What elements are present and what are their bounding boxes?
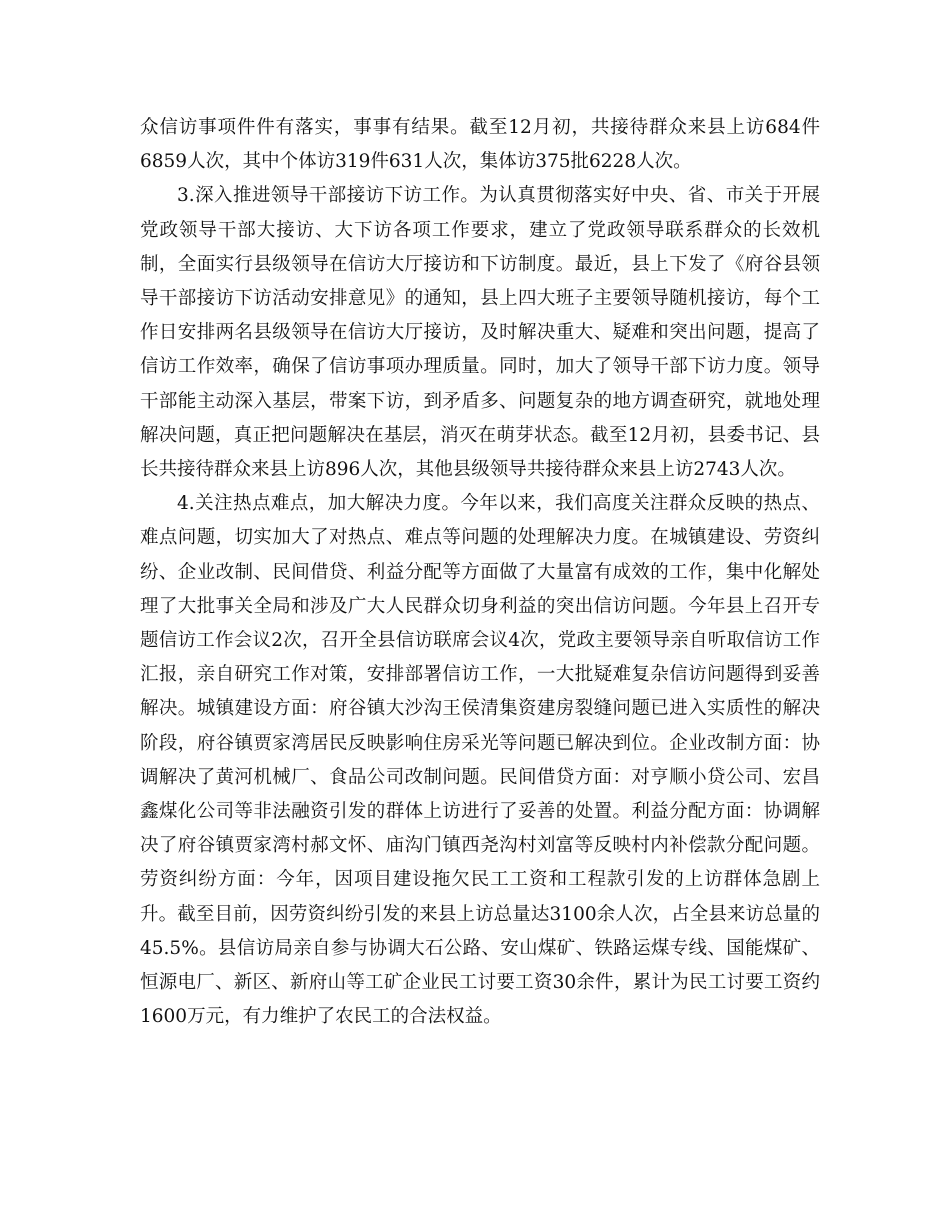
paragraph-continuation: 众信访事项件件有落实，事事有结果。截至12月初，共接待群众来县上访684件6859人次，其中个体访319件631人次，集体访375批6228人次。	[140, 117, 820, 173]
document-body	[140, 111, 820, 1034]
paragraph-item-4: 4.关注热点难点，加大解决力度。今年以来，我们高度关注群众反映的热点、难点问题，切实加大了对热点、难点等问题的处理解决力度。在城镇建设、劳资纠纷、企业改制、民间借贷、利益分配等方面做了大量富有成效的工作，集中化解处理了大批事关全局和涉及广大人民群众切身利益的突出信访问题。今年县上召开专题信访工作会议2次，召开全县信访联席会议4次，党政主要领导亲自听取信访工作汇报，亲自研究工作对策，安排部署信访工作，一大批疑难复杂信访问题得到妥善解决。城镇建设方面：府谷镇大沙沟王侯清集资建房裂缝问题已进入实质性的解决阶段，府谷镇贾家湾居民反映影响住房采光等问题已解决到位。企业改制方面：协调解决了黄河机械厂、食品公司改制问题。民间借贷方面：对亨顺小贷公司、宏昌鑫煤化公司等非法融资引发的群体上访进行了妥善的处置。利益分配方面：协调解决了府谷镇贾家湾村郝文怀、庙沟门镇西尧沟村刘富等反映村内补偿款分配问题。劳资纠纷方面：今年，因项目建设拖欠民工工资和工程款引发的上访群体急剧上升。截至目前，因劳资纠纷引发的来县上访总量达3100余人次，占全县来访总量的45.5%。县信访局亲自参与协调大石公路、安山煤矿、铁路运煤专线、国能煤矿、恒源电厂、新区、新府山等工矿企业民工讨要工资30余件，累计为民工讨要工资约1600万元，有力维护了农民工的合法权益。	[140, 493, 820, 1028]
paragraph-item-3: 3.深入推进领导干部接访下访工作。为认真贯彻落实好中央、省、市关于开展党政领导干部大接访、大下访各项工作要求，建立了党政领导联系群众的长效机制，全面实行县级领导在信访大厅接访和下访制度。最近，县上下发了《府谷县领导干部接访下访活动安排意见》的通知，县上四大班子主要领导随机接访，每个工作日安排两名县级领导在信访大厅接访，及时解决重大、疑难和突出问题，提高了信访工作效率，确保了信访事项办理质量。同时，加大了领导干部下访力度。领导干部能主动深入基层，带案下访，到矛盾多、问题复杂的地方调查研究，就地处理解决问题，真正把问题解决在基层，消灭在萌芽状态。截至12月初，县委书记、县长共接待群众来县上访896人次，其他县级领导共接待群众来县上访2743人次。	[140, 185, 820, 481]
